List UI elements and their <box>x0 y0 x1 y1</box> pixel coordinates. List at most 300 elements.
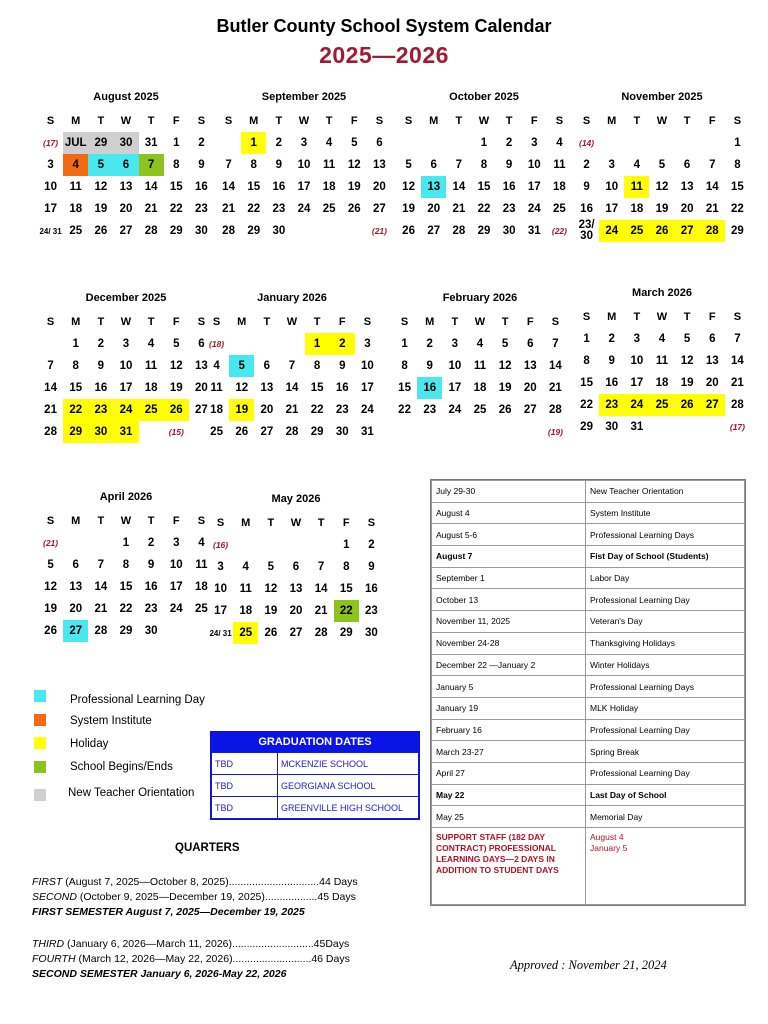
weekday-header <box>574 306 750 328</box>
event-row <box>432 611 745 633</box>
day-cell: 13 <box>373 158 386 171</box>
weekday-label: S <box>197 114 206 127</box>
day-cell: 12 <box>264 582 278 595</box>
weekday-label: T <box>275 114 283 127</box>
day-cell: 8 <box>173 158 180 171</box>
day-cell: 7 <box>317 560 325 573</box>
weekday-label: S <box>363 315 372 328</box>
month-name: September 2025 <box>261 91 347 103</box>
day-cell: 26 <box>498 403 512 416</box>
quarter-first-text: (August 7, 2025—October 8, 2025)...............................44 Days <box>62 876 358 888</box>
month-grid <box>38 110 214 242</box>
day-cell: 7 <box>734 332 741 345</box>
day-cell: 20 <box>427 202 441 215</box>
day-cell: 26 <box>44 624 57 637</box>
weekday-header <box>216 110 392 132</box>
day-cell: 4 <box>242 560 249 573</box>
day-cell: 28 <box>44 425 57 438</box>
day-cell: 12 <box>680 354 694 367</box>
day-cell: 9 <box>505 158 513 171</box>
week-row <box>208 534 384 556</box>
day-cell: 21 <box>144 202 158 215</box>
day-cell: 5 <box>501 337 509 350</box>
weekday-label: S <box>555 114 564 127</box>
day-cell: 21 <box>549 381 562 394</box>
day-cell: 30 <box>502 224 516 237</box>
day-cell: 18 <box>473 381 487 394</box>
day-cell: 18 <box>553 180 566 193</box>
week-row <box>392 421 568 443</box>
week-row <box>208 622 384 644</box>
day-cell: 27 <box>427 224 441 237</box>
weekday-label: S <box>551 315 560 328</box>
day-cell: 19 <box>498 381 512 394</box>
weekday-label: S <box>400 315 409 328</box>
week-row <box>208 600 384 622</box>
week-row <box>574 350 750 372</box>
weekday-label: S <box>224 114 233 127</box>
quarter-third <box>32 938 349 950</box>
week-row <box>204 399 380 421</box>
day-cell: 9 <box>275 158 283 171</box>
day-cell: 25 <box>624 220 649 242</box>
weekday-label: T <box>451 315 459 328</box>
month-4 <box>38 291 214 443</box>
event-date: May 22 <box>432 784 586 806</box>
weekday-label: T <box>263 315 271 328</box>
weekday-label: M <box>425 315 435 328</box>
weekday-label: S <box>367 516 376 529</box>
day-cell: 29 <box>169 224 183 237</box>
week-row <box>392 399 568 421</box>
day-cell: 7 <box>709 158 716 171</box>
week-row <box>38 220 214 242</box>
weekday-header <box>574 110 750 132</box>
day-cell: 28 <box>731 398 744 411</box>
graduation-row <box>212 753 419 775</box>
week-row <box>38 576 214 598</box>
quarter-second-text: (October 9, 2025—December 19, 2025)..................45 Days <box>76 891 356 903</box>
weekday-label: W <box>120 114 132 127</box>
week-row <box>216 220 392 242</box>
day-cell: 19 <box>94 202 108 215</box>
day-cell <box>233 534 258 556</box>
month-name: May 2026 <box>271 493 321 505</box>
weekday-label: M <box>71 315 81 328</box>
day-cell: 29 <box>247 224 261 237</box>
week-row <box>574 198 750 220</box>
event-date: February 16 <box>432 719 586 741</box>
event-date: April 27 <box>432 762 586 784</box>
day-cell: 11 <box>210 381 223 394</box>
month-name: August 2025 <box>93 91 159 103</box>
legend-swatch-new-teacher-orientation <box>34 789 46 801</box>
day-cell: 30 <box>113 132 138 154</box>
weekday-header <box>38 110 214 132</box>
day-cell <box>254 333 279 355</box>
week-row <box>38 154 214 176</box>
day-cell: 19 <box>347 180 361 193</box>
week-row <box>216 198 392 220</box>
event-description: System Institute <box>586 502 745 524</box>
weekday-label: S <box>582 114 591 127</box>
support-staff-dates <box>586 828 745 905</box>
support-staff-note: SUPPORT STAFF (182 DAY CONTRACT) PROFESSIONAL LEARNING DAYS—2 DAYS IN ADDITION TO STUDENT DAYS <box>432 828 586 905</box>
day-count-note: (17) <box>43 137 59 148</box>
day-cell: 19 <box>169 381 183 394</box>
day-cell: 8 <box>72 359 79 372</box>
weekday-label: W <box>286 315 298 328</box>
event-description: Thanksgiving Holidays <box>586 632 745 654</box>
legend-label-professional-learning: Professional Learning Day <box>70 694 205 706</box>
day-cell <box>675 416 700 438</box>
day-cell: 17 <box>605 202 619 215</box>
day-cell: 18 <box>239 604 253 617</box>
day-cell: 18 <box>144 381 158 394</box>
week-row <box>38 176 214 198</box>
day-cell <box>291 220 316 242</box>
day-cell <box>396 132 421 154</box>
day-cell: 20 <box>705 376 719 389</box>
event-row <box>432 502 745 524</box>
day-cell <box>700 132 725 154</box>
day-cell: 15 <box>398 381 411 394</box>
day-cell: 19 <box>264 604 278 617</box>
event-description: Memorial Day <box>586 806 745 828</box>
day-cell: 19 <box>44 602 57 615</box>
day-cell: 6 <box>292 560 300 573</box>
day-cell: 14 <box>285 381 299 394</box>
day-cell <box>279 333 304 355</box>
weekday-label: T <box>501 315 509 328</box>
day-cell <box>518 421 543 443</box>
day-cell: 8 <box>122 558 130 571</box>
month-grid <box>208 512 384 644</box>
day-count-note: (16) <box>213 539 229 550</box>
day-cell: 5 <box>267 560 275 573</box>
event-date: January 19 <box>432 697 586 719</box>
day-cell: 5 <box>658 158 666 171</box>
month-grid <box>574 110 750 242</box>
week-row <box>204 355 380 377</box>
day-cell: 25 <box>69 224 83 237</box>
day-cell: 26 <box>264 626 278 639</box>
event-description: New Teacher Orientation <box>586 481 745 503</box>
day-cell: 25 <box>649 394 674 416</box>
second-semester <box>32 968 286 980</box>
day-cell: 5 <box>47 558 54 571</box>
day-cell: 24 <box>599 220 624 242</box>
day-cell: 23 <box>272 202 286 215</box>
day-cell: 13 <box>69 580 83 593</box>
event-description: Professional Learning Day <box>586 589 745 611</box>
weekday-label: M <box>607 310 617 323</box>
day-cell <box>317 220 342 242</box>
month-5 <box>204 291 380 443</box>
week-row <box>38 132 214 154</box>
event-row <box>432 546 745 568</box>
event-date: July 29-30 <box>432 481 586 503</box>
day-cell: 27 <box>119 224 133 237</box>
week-row <box>208 556 384 578</box>
legend-swatch-professional-learning <box>34 690 46 702</box>
day-cell: 15 <box>339 582 353 595</box>
day-cell: 26 <box>164 399 189 421</box>
graduation-school: GREENVILLE HIGH SCHOOL <box>278 797 419 819</box>
day-cell: 25 <box>473 403 487 416</box>
day-cell: 24 <box>113 399 138 421</box>
event-row <box>432 762 745 784</box>
weekday-label: S <box>46 514 55 527</box>
day-cell: 23 <box>599 394 624 416</box>
day-cell: 30 <box>365 626 378 639</box>
weekday-header <box>204 311 380 333</box>
day-cell: 6 <box>683 158 691 171</box>
week-row <box>38 377 214 399</box>
day-cell: 4 <box>325 136 333 149</box>
day-cell: 21 <box>731 376 744 389</box>
event-row <box>432 567 745 589</box>
weekday-label: F <box>172 315 180 328</box>
weekday-header <box>396 110 572 132</box>
weekday-label: T <box>455 114 463 127</box>
graduation-table <box>211 752 419 819</box>
weekday-label: T <box>683 310 691 323</box>
day-cell: 18 <box>655 376 669 389</box>
day-cell: 18 <box>69 202 83 215</box>
day-cell: 10 <box>169 558 183 571</box>
week-row <box>204 333 380 355</box>
day-cell: 17 <box>44 202 57 215</box>
weekday-label: S <box>733 310 742 323</box>
day-cell: 2 <box>198 136 205 149</box>
events-table <box>431 480 745 905</box>
weekday-label: M <box>249 114 259 127</box>
weekday-label: W <box>290 516 302 529</box>
day-cell: 20 <box>195 381 208 394</box>
day-cell <box>700 416 725 438</box>
day-cell: 23 <box>502 202 516 215</box>
day-cell: 28 <box>700 220 725 242</box>
day-cell: 1 <box>583 332 590 345</box>
day-cell: 2 <box>97 337 105 350</box>
day-cell: 11 <box>655 354 669 367</box>
day-cell: 12 <box>169 359 183 372</box>
day-cell: 4 <box>213 359 220 372</box>
day-cell: 11 <box>323 158 336 171</box>
day-cell: 1 <box>343 538 350 551</box>
weekday-label: T <box>97 315 105 328</box>
weekday-label: T <box>147 514 155 527</box>
day-cell: 10 <box>119 359 133 372</box>
day-cell: 22 <box>334 600 359 622</box>
event-description: Veteran's Day <box>586 611 745 633</box>
weekday-label: T <box>317 516 325 529</box>
day-cell: 27 <box>289 626 303 639</box>
graduation-dates-box <box>210 731 420 820</box>
weekday-label: S <box>404 114 413 127</box>
day-cell: 6 <box>72 558 79 571</box>
day-cell: 16 <box>335 381 349 394</box>
day-cell <box>421 132 446 154</box>
day-count-note: (14) <box>579 137 595 148</box>
graduation-date: TBD <box>212 753 278 775</box>
day-cell <box>88 532 113 554</box>
quarter-first <box>32 876 358 888</box>
day-cell: 10 <box>297 158 311 171</box>
weekday-header <box>38 311 214 333</box>
day-cell: 22 <box>731 202 744 215</box>
quarter-first-label: FIRST <box>32 876 63 888</box>
day-cell: 19 <box>680 376 694 389</box>
day-cell: 30 <box>605 420 619 433</box>
day-cell: 27 <box>373 202 386 215</box>
day-cell: 6 <box>430 158 437 171</box>
day-cell: 20 <box>260 403 274 416</box>
day-cell: 28 <box>144 224 158 237</box>
day-cell: 20 <box>373 180 386 193</box>
event-description: Spring Break <box>586 741 745 763</box>
day-cell <box>649 416 674 438</box>
day-cell: 15 <box>69 381 83 394</box>
day-cell <box>258 534 283 556</box>
day-cell: 3 <box>633 332 641 345</box>
day-cell: 28 <box>314 626 328 639</box>
day-cell: 26 <box>235 425 249 438</box>
day-cell <box>467 421 492 443</box>
quarter-third-label: THIRD <box>32 938 65 950</box>
day-cell: 2 <box>426 337 433 350</box>
month-grid <box>396 110 572 242</box>
week-row <box>574 372 750 394</box>
day-cell: 18 <box>210 403 223 416</box>
day-cell: 17 <box>297 180 311 193</box>
event-description: MLK Holiday <box>586 697 745 719</box>
day-cell: 11 <box>145 359 158 372</box>
weekday-label: M <box>429 114 439 127</box>
day-cell: 5 <box>351 136 358 149</box>
day-cell: 29 <box>119 624 133 637</box>
day-cell: 29 <box>580 420 593 433</box>
day-count-note: (17) <box>729 421 745 432</box>
day-cell: 1 <box>173 136 180 149</box>
weekday-label: T <box>683 114 691 127</box>
event-description: Professional Learning Day <box>586 762 745 784</box>
weekday-label: T <box>267 516 275 529</box>
weekday-label: F <box>172 114 180 127</box>
day-cell: 16 <box>365 582 378 595</box>
day-cell: 31 <box>113 421 138 443</box>
weekday-label: T <box>147 315 155 328</box>
event-row <box>432 741 745 763</box>
document-title: Butler County School System Calendar <box>216 16 552 36</box>
day-cell: 3 <box>364 337 371 350</box>
weekday-label: W <box>298 114 310 127</box>
weekday-header <box>208 512 384 534</box>
week-row <box>38 198 214 220</box>
day-cell: 17 <box>119 381 133 394</box>
week-row <box>38 598 214 620</box>
day-cell: 9 <box>339 359 346 372</box>
day-cell: 22 <box>580 398 593 411</box>
day-cell: 10 <box>630 354 644 367</box>
graduation-school: GEORGIANA SCHOOL <box>278 775 419 797</box>
day-cell: 20 <box>69 602 83 615</box>
day-cell: 9 <box>608 354 615 367</box>
day-cell: 15 <box>477 180 491 193</box>
day-cell: JUL <box>63 132 88 154</box>
month-name: January 2026 <box>257 292 327 304</box>
week-row <box>574 328 750 350</box>
graduation-date: TBD <box>212 775 278 797</box>
quarters-title: QUARTERS <box>175 842 240 854</box>
day-cell: 11 <box>624 176 649 198</box>
day-cell: 24 <box>169 602 183 615</box>
day-cell: 22 <box>477 202 491 215</box>
day-cell: 21 <box>44 403 57 416</box>
day-cell: 23/ 30 <box>578 219 595 242</box>
weekday-label: W <box>656 114 668 127</box>
day-cell: 2 <box>275 136 283 149</box>
week-row <box>396 198 572 220</box>
day-cell: 25 <box>322 202 336 215</box>
day-cell: 2 <box>368 538 375 551</box>
day-cell: 1 <box>72 337 79 350</box>
day-cell: 8 <box>480 158 488 171</box>
day-cell: 29 <box>88 132 113 154</box>
day-cell: 14 <box>549 359 562 372</box>
day-cell: 27 <box>675 220 700 242</box>
day-cell: 12 <box>94 180 108 193</box>
weekday-label: T <box>147 114 155 127</box>
quarter-second <box>32 891 356 903</box>
quarter-fourth <box>32 953 350 965</box>
weekday-label: M <box>607 114 617 127</box>
day-cell: 18 <box>322 180 336 193</box>
day-cell: 13 <box>119 180 133 193</box>
event-row <box>432 697 745 719</box>
day-cell: 22 <box>247 202 261 215</box>
day-cell: 14 <box>705 180 719 193</box>
day-cell: 9 <box>147 558 155 571</box>
day-cell: 23 <box>335 403 349 416</box>
week-row <box>574 220 750 242</box>
day-cell: 3 <box>173 536 180 549</box>
day-count-note: (15) <box>168 426 184 437</box>
day-cell: 26 <box>675 394 700 416</box>
graduation-title: GRADUATION DATES <box>211 732 419 752</box>
event-date: November 24-28 <box>432 632 586 654</box>
day-cell: 11 <box>553 158 566 171</box>
week-row <box>574 176 750 198</box>
month-grid <box>216 110 392 242</box>
day-cell: 25 <box>233 622 258 644</box>
weekday-label: S <box>582 310 591 323</box>
events-table-box <box>430 479 746 906</box>
day-cell <box>624 132 649 154</box>
legend-swatch-holiday <box>34 737 46 749</box>
month-7 <box>574 286 750 438</box>
weekday-label: S <box>212 315 221 328</box>
month-6 <box>392 291 568 443</box>
day-cell: 3 <box>122 337 130 350</box>
weekday-label: S <box>375 114 384 127</box>
day-cell: 4 <box>198 536 205 549</box>
day-cell: 6 <box>263 359 271 372</box>
day-cell: 6 <box>376 136 383 149</box>
quarter-fourth-label: FOURTH <box>32 953 76 965</box>
day-cell: 4 <box>556 136 563 149</box>
